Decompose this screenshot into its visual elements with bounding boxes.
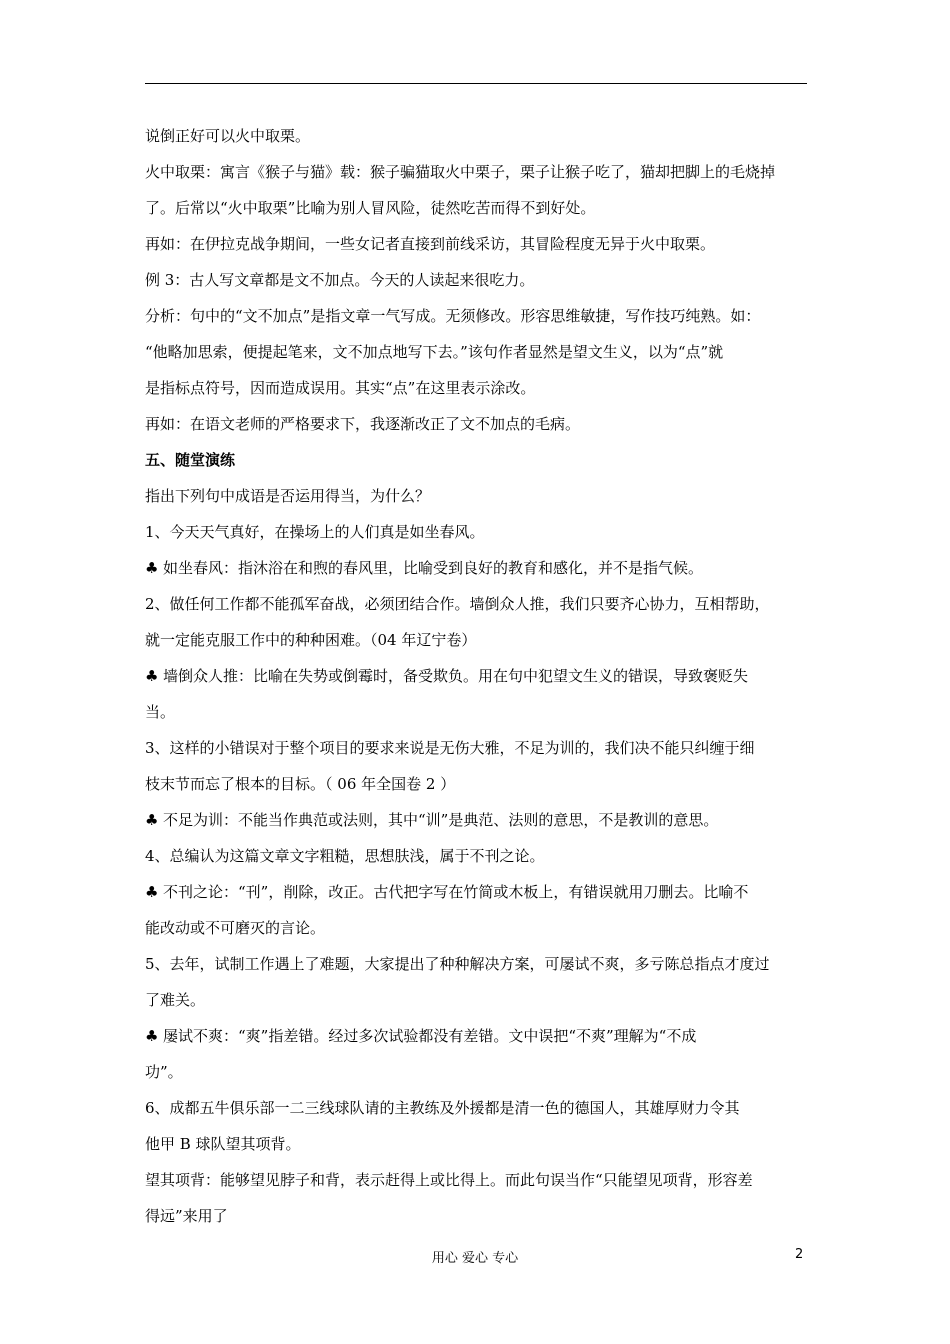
club-bullet-icon: ♣ <box>145 559 159 577</box>
club-bullet-icon: ♣ <box>145 811 159 829</box>
line-text: 1、今天天气真好，在操场上的人们真是如坐春风。 <box>145 523 485 541</box>
line-text: 说倒正好可以火中取栗。 <box>145 127 311 145</box>
answer-line <box>145 1018 810 1054</box>
line-text: 不足为训：不能当作典范或法则，其中“训”是典范、法则的意思，不是教训的意思。 <box>163 811 719 829</box>
line-text: 屡试不爽：“爽”指差错。经过多次试验都没有差错。文中误把“不爽”理解为“不成 <box>163 1027 697 1045</box>
text-line <box>145 154 810 190</box>
line-text: 不刊之论：“刊”，削除，改正。古代把字写在竹简或木板上，有错误就用刀删去。比喻不 <box>163 883 749 901</box>
text-line <box>145 1162 810 1198</box>
text-line <box>145 766 810 802</box>
line-text: 再如：在语文老师的严格要求下，我逐渐改正了文不加点的毛病。 <box>145 415 581 433</box>
answer-line <box>145 874 810 910</box>
text-line <box>145 514 810 550</box>
page-footer <box>0 1247 950 1267</box>
section-heading <box>145 442 810 478</box>
line-text: 就一定能克服工作中的种种困难。（04 年辽宁卷） <box>145 631 477 649</box>
line-text: 如坐春风：指沐浴在和煦的春风里，比喻受到良好的教育和感化，并不是指气候。 <box>163 559 704 577</box>
text-line <box>145 622 810 658</box>
line-text: 功”。 <box>145 1063 183 1081</box>
text-line <box>145 226 810 262</box>
text-line <box>145 1054 810 1090</box>
line-text: 枝末节而忘了根本的目标。（ 06 年全国卷 2 ） <box>145 775 456 793</box>
line-text: 5、去年，试制工作遇上了难题，大家提出了种种解决方案，可屡试不爽，多亏陈总指点才度过 <box>145 955 770 973</box>
club-bullet-icon: ♣ <box>145 883 159 901</box>
page-number: 2 <box>795 1247 804 1262</box>
line-text: 了。后常以“火中取栗”比喻为别人冒风险，徒然吃苦而得不到好处。 <box>145 199 596 217</box>
text-line <box>145 730 810 766</box>
line-text: 火中取栗：寓言《猴子与猫》载：猴子骗猫取火中栗子，栗子让猴子吃了，猫却把脚上的毛烧掉 <box>145 163 776 181</box>
line-text: 五、随堂演练 <box>145 451 236 469</box>
text-line <box>145 1126 810 1162</box>
line-text: 墙倒众人推：比喻在失势或倒霉时，备受欺负。用在句中犯望文生义的错误，导致褒贬失 <box>163 667 749 685</box>
text-line <box>145 1090 810 1126</box>
line-text: “他略加思索，便提起笔来，文不加点地写下去。”该句作者显然是望文生义，以为“点”就 <box>145 343 724 361</box>
text-line <box>145 946 810 982</box>
text-line <box>145 838 810 874</box>
line-text: 当。 <box>145 703 176 721</box>
line-text: 再如：在伊拉克战争期间，一些女记者直接到前线采访，其冒险程度无异于火中取栗。 <box>145 235 716 253</box>
line-text: 他甲 B 球队望其项背。 <box>145 1135 301 1153</box>
text-line <box>145 694 810 730</box>
text-line <box>145 262 810 298</box>
text-line <box>145 478 810 514</box>
line-text: 2、做任何工作都不能孤军奋战，必须团结合作。墙倒众人推，我们只要齐心协力，互相帮助， <box>145 595 770 613</box>
line-text: 能改动或不可磨灭的言论。 <box>145 919 326 937</box>
line-text: 望其项背：能够望见脖子和背，表示赶得上或比得上。而此句误当作“只能望见项背，形容差 <box>145 1171 753 1189</box>
line-text: 得远”来用了 <box>145 1207 228 1225</box>
text-line <box>145 298 810 334</box>
club-bullet-icon: ♣ <box>145 1027 159 1045</box>
line-text: 4、总编认为这篇文章文字粗糙，思想肤浅，属于不刊之论。 <box>145 847 545 865</box>
text-line <box>145 982 810 1018</box>
answer-line <box>145 550 810 586</box>
text-line <box>145 370 810 406</box>
line-text: 是指标点符号，因而造成误用。其实“点”在这里表示涂改。 <box>145 379 536 397</box>
footer-text: 用心 爱心 专心 <box>431 1251 519 1266</box>
answer-line <box>145 802 810 838</box>
line-text: 分析：句中的“文不加点”是指文章一气写成。无须修改。形容思维敏捷，写作技巧纯熟。如： <box>145 307 761 325</box>
text-line <box>145 1198 810 1234</box>
line-text: 指出下列句中成语是否运用得当，为什么？ <box>145 487 431 505</box>
answer-line <box>145 658 810 694</box>
club-bullet-icon: ♣ <box>145 667 159 685</box>
text-line <box>145 406 810 442</box>
line-text: 3、这样的小错误对于整个项目的要求来说是无伤大雅，不足为训的，我们决不能只纠缠于细 <box>145 739 755 757</box>
line-text: 了难关。 <box>145 991 206 1009</box>
line-text: 6、成都五牛俱乐部一二三线球队请的主教练及外援都是清一色的德国人，其雄厚财力令其 <box>145 1099 740 1117</box>
text-line <box>145 118 810 154</box>
text-line <box>145 190 810 226</box>
text-line <box>145 334 810 370</box>
document-body <box>145 118 810 1234</box>
header-rule <box>145 83 807 84</box>
line-text: 例 3：古人写文章都是文不加点。今天的人读起来很吃力。 <box>145 271 535 289</box>
text-line <box>145 586 810 622</box>
text-line <box>145 910 810 946</box>
